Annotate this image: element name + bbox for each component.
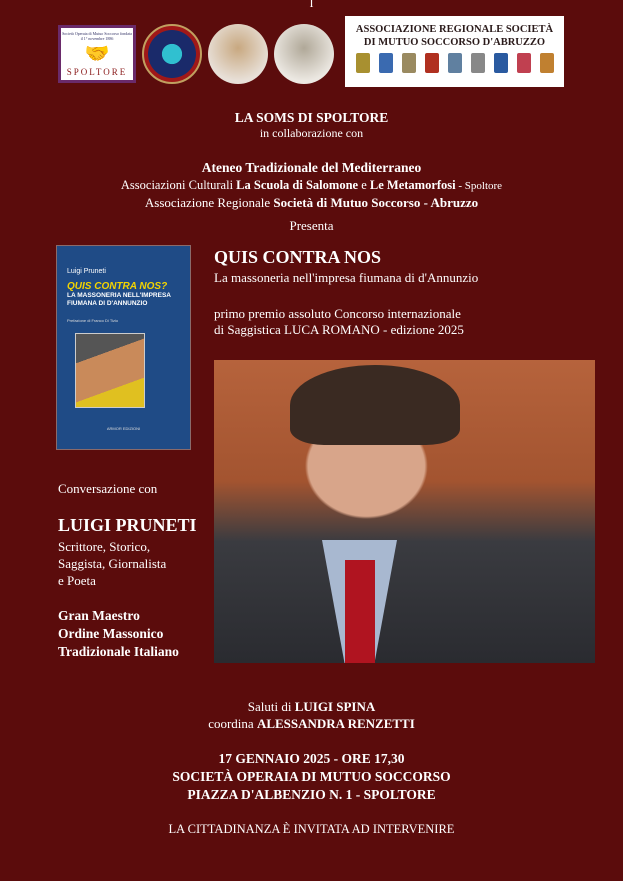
association-logo [345, 16, 564, 87]
org-title: LA SOMS DI SPOLTORE [234, 110, 389, 125]
ateneo-seal-logo [142, 24, 202, 84]
title: Ordine Massonico [58, 626, 164, 641]
main-subtitle: La massoneria nell'impresa fiumana di d'Annunzio [214, 270, 479, 285]
title: Tradizionale Italiano [58, 644, 179, 659]
conversation-intro: Conversazione con [58, 481, 158, 496]
book-subtitle: LA MASSONERIA NELL'IMPRESA FIUMANA DI D'ANNUNZIO [67, 292, 171, 307]
handshake-icon: 🤝 [84, 43, 110, 65]
presenta-text: Presenta [289, 218, 334, 233]
book-preface: Prefazione di Franco Di Tizio [67, 318, 119, 323]
invitation-text: LA CITTADINANZA È INVITATA AD INTERVENIRE [168, 822, 455, 836]
association-line1: ASSOCIAZIONE REGIONALE SOCIETÀ [355, 24, 554, 35]
logo-name: SPOLTORE [66, 67, 128, 77]
associations-line: Associazioni Culturali La Scuola di Salomone e Le Metamorfosi - Spoltore [120, 178, 503, 192]
moderator: coordina ALESSANDRA RENZETTI [208, 716, 415, 731]
speaker-roles [58, 538, 166, 589]
greetings: Saluti di LUIGI SPINA [247, 699, 376, 714]
role: Saggista, Giornalista [58, 556, 167, 571]
top-mark: I [309, 0, 314, 10]
photo-hair [290, 365, 460, 445]
prize-line-1: primo premio assoluto Concorso internazionale [214, 306, 461, 321]
soms-spoltore-logo [58, 25, 136, 83]
speaker-name: LUIGI PRUNETI [58, 515, 197, 535]
ateneo-name: Ateneo Tradizionale del Mediterraneo [201, 160, 422, 175]
book-cover [56, 245, 191, 450]
photo-tie [345, 560, 375, 663]
book-title: QUIS CONTRA NOS? [67, 281, 168, 292]
book-author: Luigi Pruneti [67, 268, 106, 275]
book-publisher: ARMOR EDIZIONI [106, 426, 141, 431]
event-address: PIAZZA D'ALBENZIO N. 1 - SPOLTORE [187, 787, 436, 802]
statue-medallion-2 [274, 24, 334, 84]
book-illustration [75, 333, 145, 408]
speaker-titles [58, 607, 179, 661]
prize-line-2: di Saggistica LUCA ROMANO - edizione 2025 [214, 322, 464, 337]
main-title: QUIS CONTRA NOS [214, 247, 382, 267]
statue-medallion-1 [208, 24, 268, 84]
event-date: 17 GENNAIO 2025 - ORE 17,30 [218, 751, 405, 766]
collab-text: in collaborazione con [259, 126, 364, 140]
regional-line: Associazione Regionale Società di Mutuo Soccorso - Abruzzo [144, 195, 479, 210]
logo-caption: Società Operaia di Mutuo Soccorso fondata il 1° novembre 1886 [62, 31, 132, 41]
role: e Poeta [58, 573, 96, 588]
role: Scrittore, Storico, [58, 539, 151, 554]
crest-row [345, 49, 564, 73]
association-line2: DI MUTUO SOCCORSO D'ABRUZZO [363, 37, 546, 48]
title: Gran Maestro [58, 608, 140, 623]
event-venue: SOCIETÀ OPERAIA DI MUTUO SOCCORSO [172, 769, 451, 784]
